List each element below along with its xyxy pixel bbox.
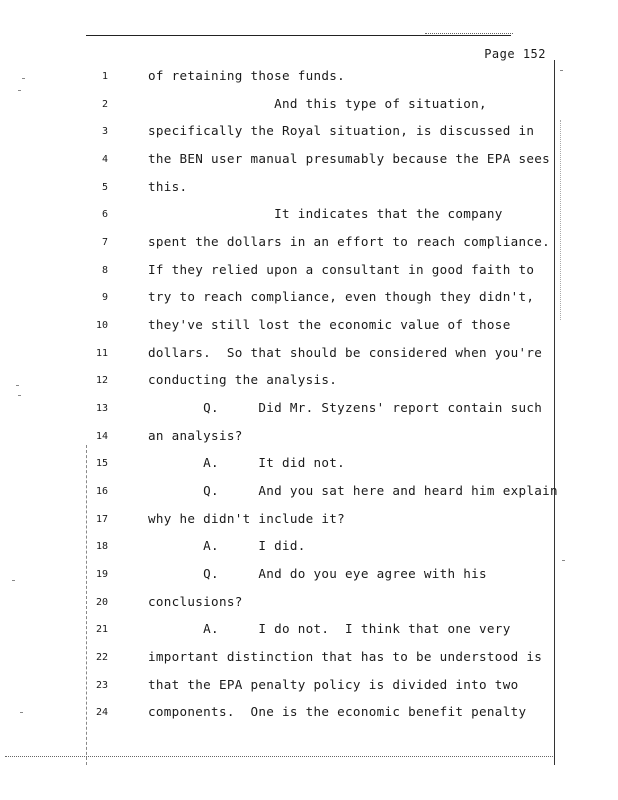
transcript-line	[0, 151, 560, 171]
line-number: 20	[95, 597, 108, 608]
transcript-line	[0, 68, 560, 88]
scan-speck	[18, 395, 21, 396]
line-text: And this type of situation,	[148, 96, 487, 111]
line-text: this.	[148, 179, 188, 194]
transcript-line	[0, 317, 560, 337]
line-number: 4	[101, 154, 108, 165]
transcript-line	[0, 289, 560, 309]
line-number: 11	[95, 348, 108, 359]
scan-speck	[18, 90, 21, 91]
line-text: It indicates that the company	[148, 206, 503, 221]
line-text: A. I did.	[148, 538, 306, 553]
line-number: 15	[95, 458, 108, 469]
line-text: Q. And do you eye agree with his	[148, 566, 487, 581]
line-number: 1	[101, 71, 108, 82]
line-number: 10	[95, 320, 108, 331]
transcript-line	[0, 649, 560, 669]
line-number: 6	[101, 209, 108, 220]
line-text: If they relied upon a consultant in good faith to	[148, 262, 535, 277]
transcript-line	[0, 621, 560, 641]
scan-speck	[20, 712, 23, 713]
line-text: that the EPA penalty policy is divided into two	[148, 677, 519, 692]
line-text: conclusions?	[148, 594, 243, 609]
line-number: 7	[101, 237, 108, 248]
transcript-line	[0, 704, 560, 724]
transcript-line	[0, 206, 560, 226]
line-number: 3	[101, 126, 108, 137]
transcript-line	[0, 455, 560, 475]
transcript-line	[0, 345, 560, 365]
line-number: 8	[101, 265, 108, 276]
page-number: Page 152	[484, 47, 546, 61]
scan-speck	[16, 385, 19, 386]
line-number: 17	[95, 514, 108, 525]
line-text: spent the dollars in an effort to reach compliance.	[148, 234, 550, 249]
transcript-line	[0, 566, 560, 586]
line-text: why he didn't include it?	[148, 511, 346, 526]
header-rule	[86, 35, 511, 36]
line-number: 23	[95, 680, 108, 691]
scan-speck	[560, 70, 563, 71]
line-text: dollars. So that should be considered when you're	[148, 345, 543, 360]
line-text: components. One is the economic benefit penalty	[148, 704, 527, 719]
line-text: specifically the Royal situation, is discussed in	[148, 123, 535, 138]
transcript-line	[0, 400, 560, 420]
line-number: 18	[95, 541, 108, 552]
scan-speck	[22, 78, 25, 79]
transcript-line	[0, 538, 560, 558]
scan-speck	[562, 560, 565, 561]
transcript-line	[0, 483, 560, 503]
transcript-line	[0, 96, 560, 116]
transcript-line	[0, 372, 560, 392]
line-number: 5	[101, 182, 108, 193]
footer-rule	[5, 756, 553, 757]
line-number: 12	[95, 375, 108, 386]
line-text: conducting the analysis.	[148, 372, 338, 387]
line-number: 24	[95, 707, 108, 718]
line-text: A. It did not.	[148, 455, 346, 470]
line-text: Q. Did Mr. Styzens' report contain such	[148, 400, 543, 415]
transcript-line	[0, 234, 560, 254]
line-number: 2	[101, 99, 108, 110]
line-text: of retaining those funds.	[148, 68, 346, 83]
line-number: 14	[95, 431, 108, 442]
line-number: 19	[95, 569, 108, 580]
line-text: an analysis?	[148, 428, 243, 443]
header-rule-tail	[425, 33, 513, 34]
line-number: 21	[95, 624, 108, 635]
line-number: 16	[95, 486, 108, 497]
line-text: the BEN user manual presumably because the EPA sees	[148, 151, 550, 166]
transcript-line	[0, 594, 560, 614]
transcript-line	[0, 123, 560, 143]
transcript-line	[0, 511, 560, 531]
transcript-line	[0, 428, 560, 448]
line-number: 22	[95, 652, 108, 663]
line-text: Q. And you sat here and heard him explain	[148, 483, 558, 498]
scan-speck	[12, 580, 15, 581]
transcript-line	[0, 677, 560, 697]
transcript-line	[0, 179, 560, 199]
line-text: try to reach compliance, even though they didn't,	[148, 289, 535, 304]
line-number: 9	[101, 292, 108, 303]
right-margin-dots	[560, 120, 561, 320]
line-text: important distinction that has to be understood is	[148, 649, 543, 664]
line-number: 13	[95, 403, 108, 414]
line-text: they've still lost the economic value of those	[148, 317, 511, 332]
line-text: A. I do not. I think that one very	[148, 621, 511, 636]
transcript-line	[0, 262, 560, 282]
